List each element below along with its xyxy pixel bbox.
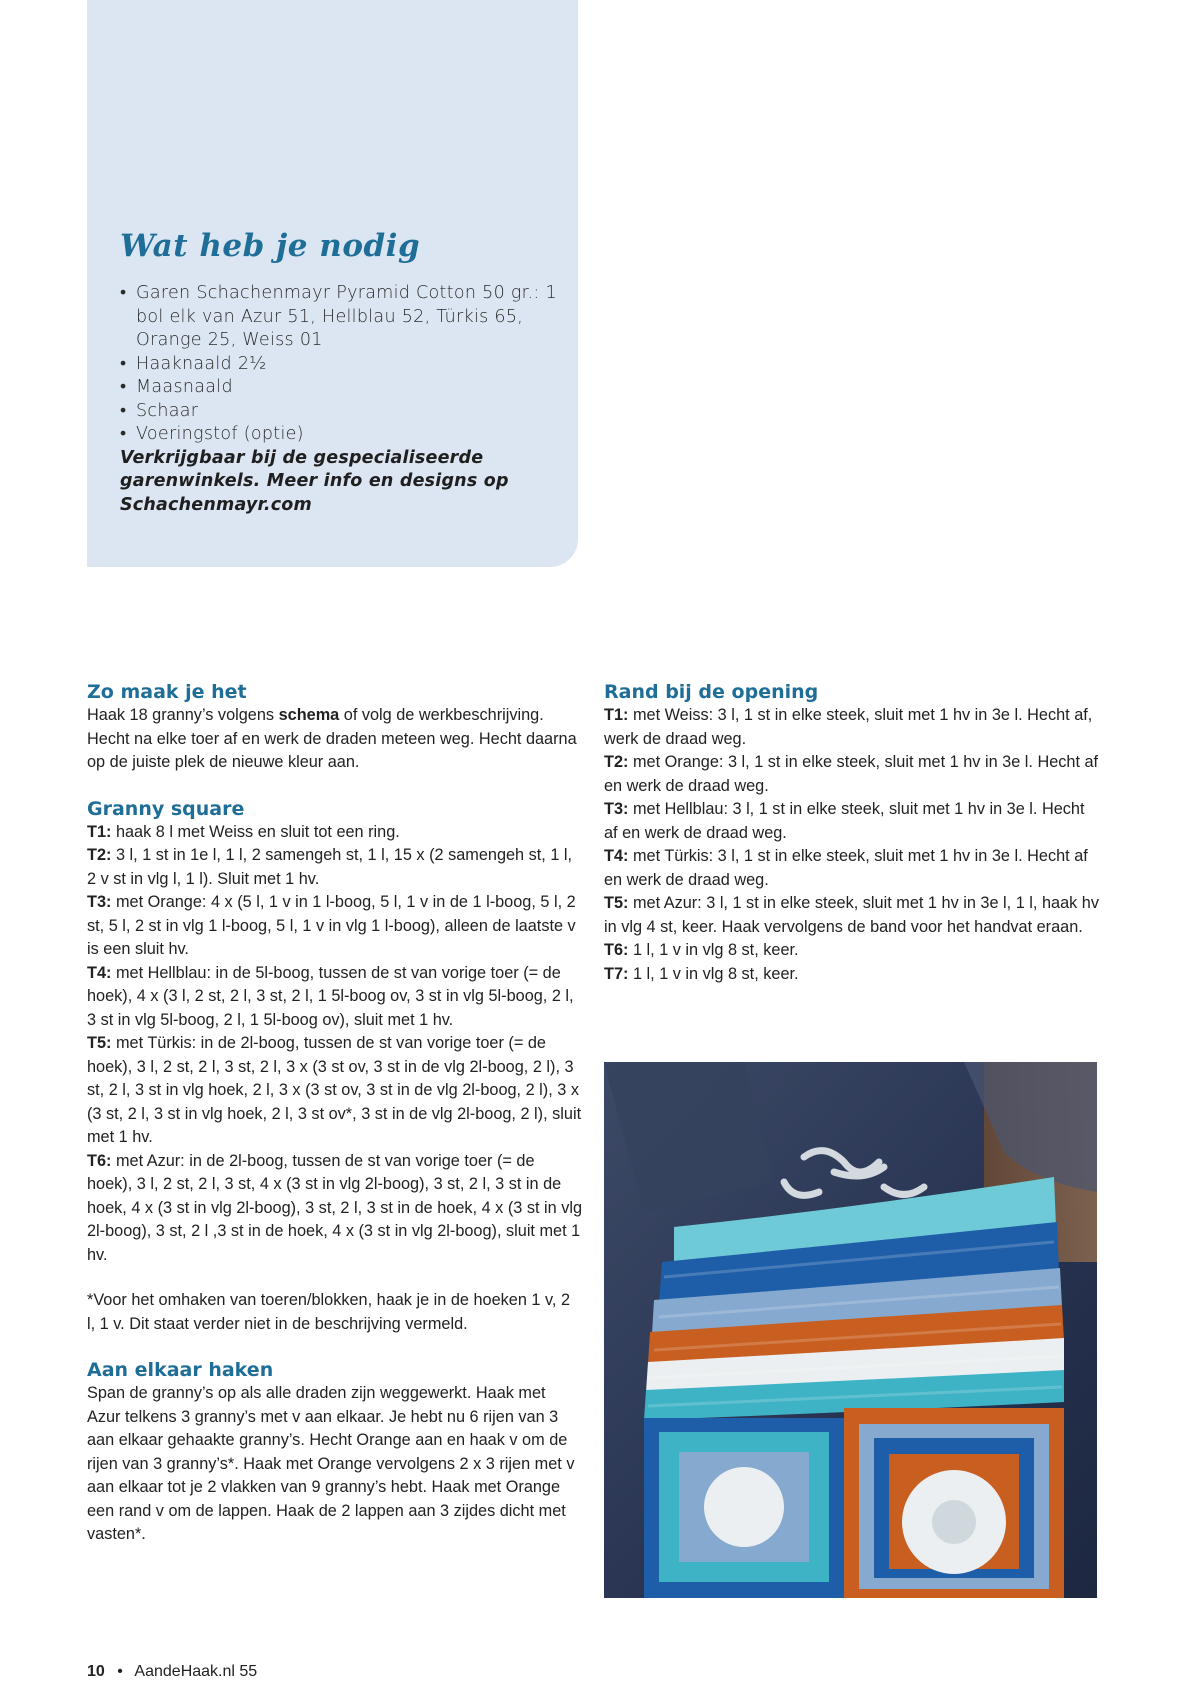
pattern-row: T7: 1 l, 1 v in vlg 8 st, keer.	[604, 964, 799, 983]
pattern-row: T4: met Hellblau: in de 5l-boog, tussen de st van vorige toer (= de hoek), 4 x (3 l, 2 st, 2 l, 3 st, 2 l, 1 5l-boog ov, 3 st in vlg 5l-boog, 2 l, 3 st in vlg 5l-boog, 2 l, 1 5l-boog ov), sluit met 1 hv.	[87, 963, 574, 1029]
availability-note: Verkrijgbaar bij de gespecialiseerde garenwinkels. Meer info en designs op Schachenmayr.com	[120, 447, 509, 515]
how-paragraph: Haak 18 granny’s volgens schema of volg de werkbeschrijving. Hecht na elke toer af en werk de draden meteen weg. Hecht daarna op de juiste plek de nieuwe kleur aan.	[87, 706, 577, 771]
pattern-row: T5: met Azur: 3 l, 1 st in elke steek, sluit met 1 hv in 3e l, 1 l, haak hv in vlg 4 st, keer. Haak vervolgens de band voor het handvat eraan.	[604, 894, 1099, 936]
crochet-bag-photo	[604, 1062, 1097, 1598]
page-footer	[87, 1663, 257, 1681]
list-item: • Maasnaald	[120, 376, 570, 400]
crochet-bag-illustration	[604, 1062, 1097, 1598]
schema-link-text: schema	[278, 706, 340, 724]
pattern-row: T2: 3 l, 1 st in 1e l, 1 l, 2 samengeh st, 1 l, 15 x (2 samengeh st, 1 l, 2 v st in vlg l, 1 l). Sluit met 1 hv.	[87, 846, 573, 888]
materials-list	[120, 282, 570, 517]
bullet-icon: •	[120, 400, 127, 421]
pattern-row: T1: met Weiss: 3 l, 1 st in elke steek, sluit met 1 hv in 3e l. Hecht af, werk de draad weg.	[604, 706, 1093, 748]
section-title-how: Zo maak je het	[87, 681, 247, 703]
list-item: • Schaar	[120, 400, 570, 424]
materials-title: Wat heb je nodig	[120, 228, 421, 264]
section-title-edge: Rand bij de opening	[604, 681, 819, 703]
list-item: • Voeringstof (optie)	[120, 423, 570, 447]
bullet-icon: •	[120, 283, 127, 303]
list-item: • Garen Schachenmayr Pyramid Cotton 50 gr.: 1 bol elk van Azur 51, Hellblau 52, Türkis 65, Orange 25, Weiss 01	[120, 282, 570, 353]
pattern-row: T2: met Orange: 3 l, 1 st in elke steek, sluit met 1 hv in 3e l. Hecht af en werk de draad weg.	[604, 753, 1099, 795]
join-paragraph: Span de granny’s op als alle draden zijn weggewerkt. Haak met Azur telkens 3 granny’s met v aan elkaar. Je hebt nu 6 rijen van 3 aan elkaar gehaakte granny’s. Hecht Orange aan en haak v om de rijen van 3 granny’s*. Haak met Orange vervolgens 2 x 3 rijen met v aan elkaar tot je 2 vlakken van 9 granny’s hebt. Haak met Orange een rand v om de lappen. Haak de 2 lappen aan 3 zijdes dicht met vasten*.	[87, 1384, 575, 1543]
instructions-right-column	[604, 680, 1099, 986]
footer-separator: •	[117, 1663, 123, 1680]
pattern-row: T5: met Türkis: in de 2l-boog, tussen de st van vorige toer (= de hoek), 3 l, 2 st, 2 l, 3 st, 2 l, 3 x (3 st ov, 3 st in de vlg 2l-boog, 2 l), 3 st, 2 l, 3 st in vlg hoek, 2 l, 3 x (3 st ov, 3 st in de vlg 2l-boog, 2 l), 3 x (3 st, 2 l, 3 st in vlg hoek, 2 l, 3 st ov*, 3 st in de vlg 2l-boog, 2 l), sluit met 1 hv.	[87, 1034, 582, 1146]
pattern-row: T6: 1 l, 1 v in vlg 8 st, keer.	[604, 941, 799, 959]
pattern-row: T6: met Azur: in de 2l-boog, tussen de st van vorige toer (= de hoek), 3 l, 2 st, 2 l, 3 st, 4 x (3 st in vlg 2l-boog), 3 st, 2 l, 3 st in de hoek, 4 x (3 st in vlg 2l-boog), 3 st, 2 l, 3 st in de hoek, 4 x (3 st in vlg 2l-boog), 3 st, 2 l ,3 st in de hoek, 4 x (3 st in vlg 2l-boog), sluit met 1 hv.	[87, 1151, 583, 1264]
edge-rows	[604, 704, 1099, 986]
pattern-row: T1: haak 8 l met Weiss en sluit tot een ring.	[87, 822, 400, 841]
bullet-icon: •	[120, 377, 127, 397]
magazine-name: AandeHaak.nl 55	[134, 1663, 258, 1680]
granny-rows	[87, 821, 582, 1268]
section-title-granny: Granny square	[87, 797, 245, 820]
instructions-left-column	[87, 680, 582, 1547]
pattern-row: T4: met Türkis: 3 l, 1 st in elke steek, sluit met 1 hv in 3e l. Hecht af en werk de draad weg.	[604, 847, 1088, 889]
pattern-row: T3: met Orange: 4 x (5 l, 1 v in 1 l-boog, 5 l, 1 v in de 1 l-boog, 5 l, 2 st, 5 l, 2 st in vlg 1 l-boog, 5 l, 1 v in vlg 1 l-boog), alleen de laatste v is een sluit hv.	[87, 893, 576, 958]
list-item: • Haaknaald 2½	[120, 353, 570, 377]
page-number: 10	[87, 1663, 105, 1680]
bullet-icon: •	[120, 353, 127, 374]
section-title-join: Aan elkaar haken	[87, 1359, 274, 1381]
pattern-row: T3: met Hellblau: 3 l, 1 st in elke steek, sluit met 1 hv in 3e l. Hecht af en werk de draad weg.	[604, 800, 1085, 842]
footnote: *Voor het omhaken van toeren/blokken, haak je in de hoeken 1 v, 2 l, 1 v. Dit staat verder niet in de beschrijving vermeld.	[87, 1291, 571, 1333]
bullet-icon: •	[120, 424, 127, 444]
